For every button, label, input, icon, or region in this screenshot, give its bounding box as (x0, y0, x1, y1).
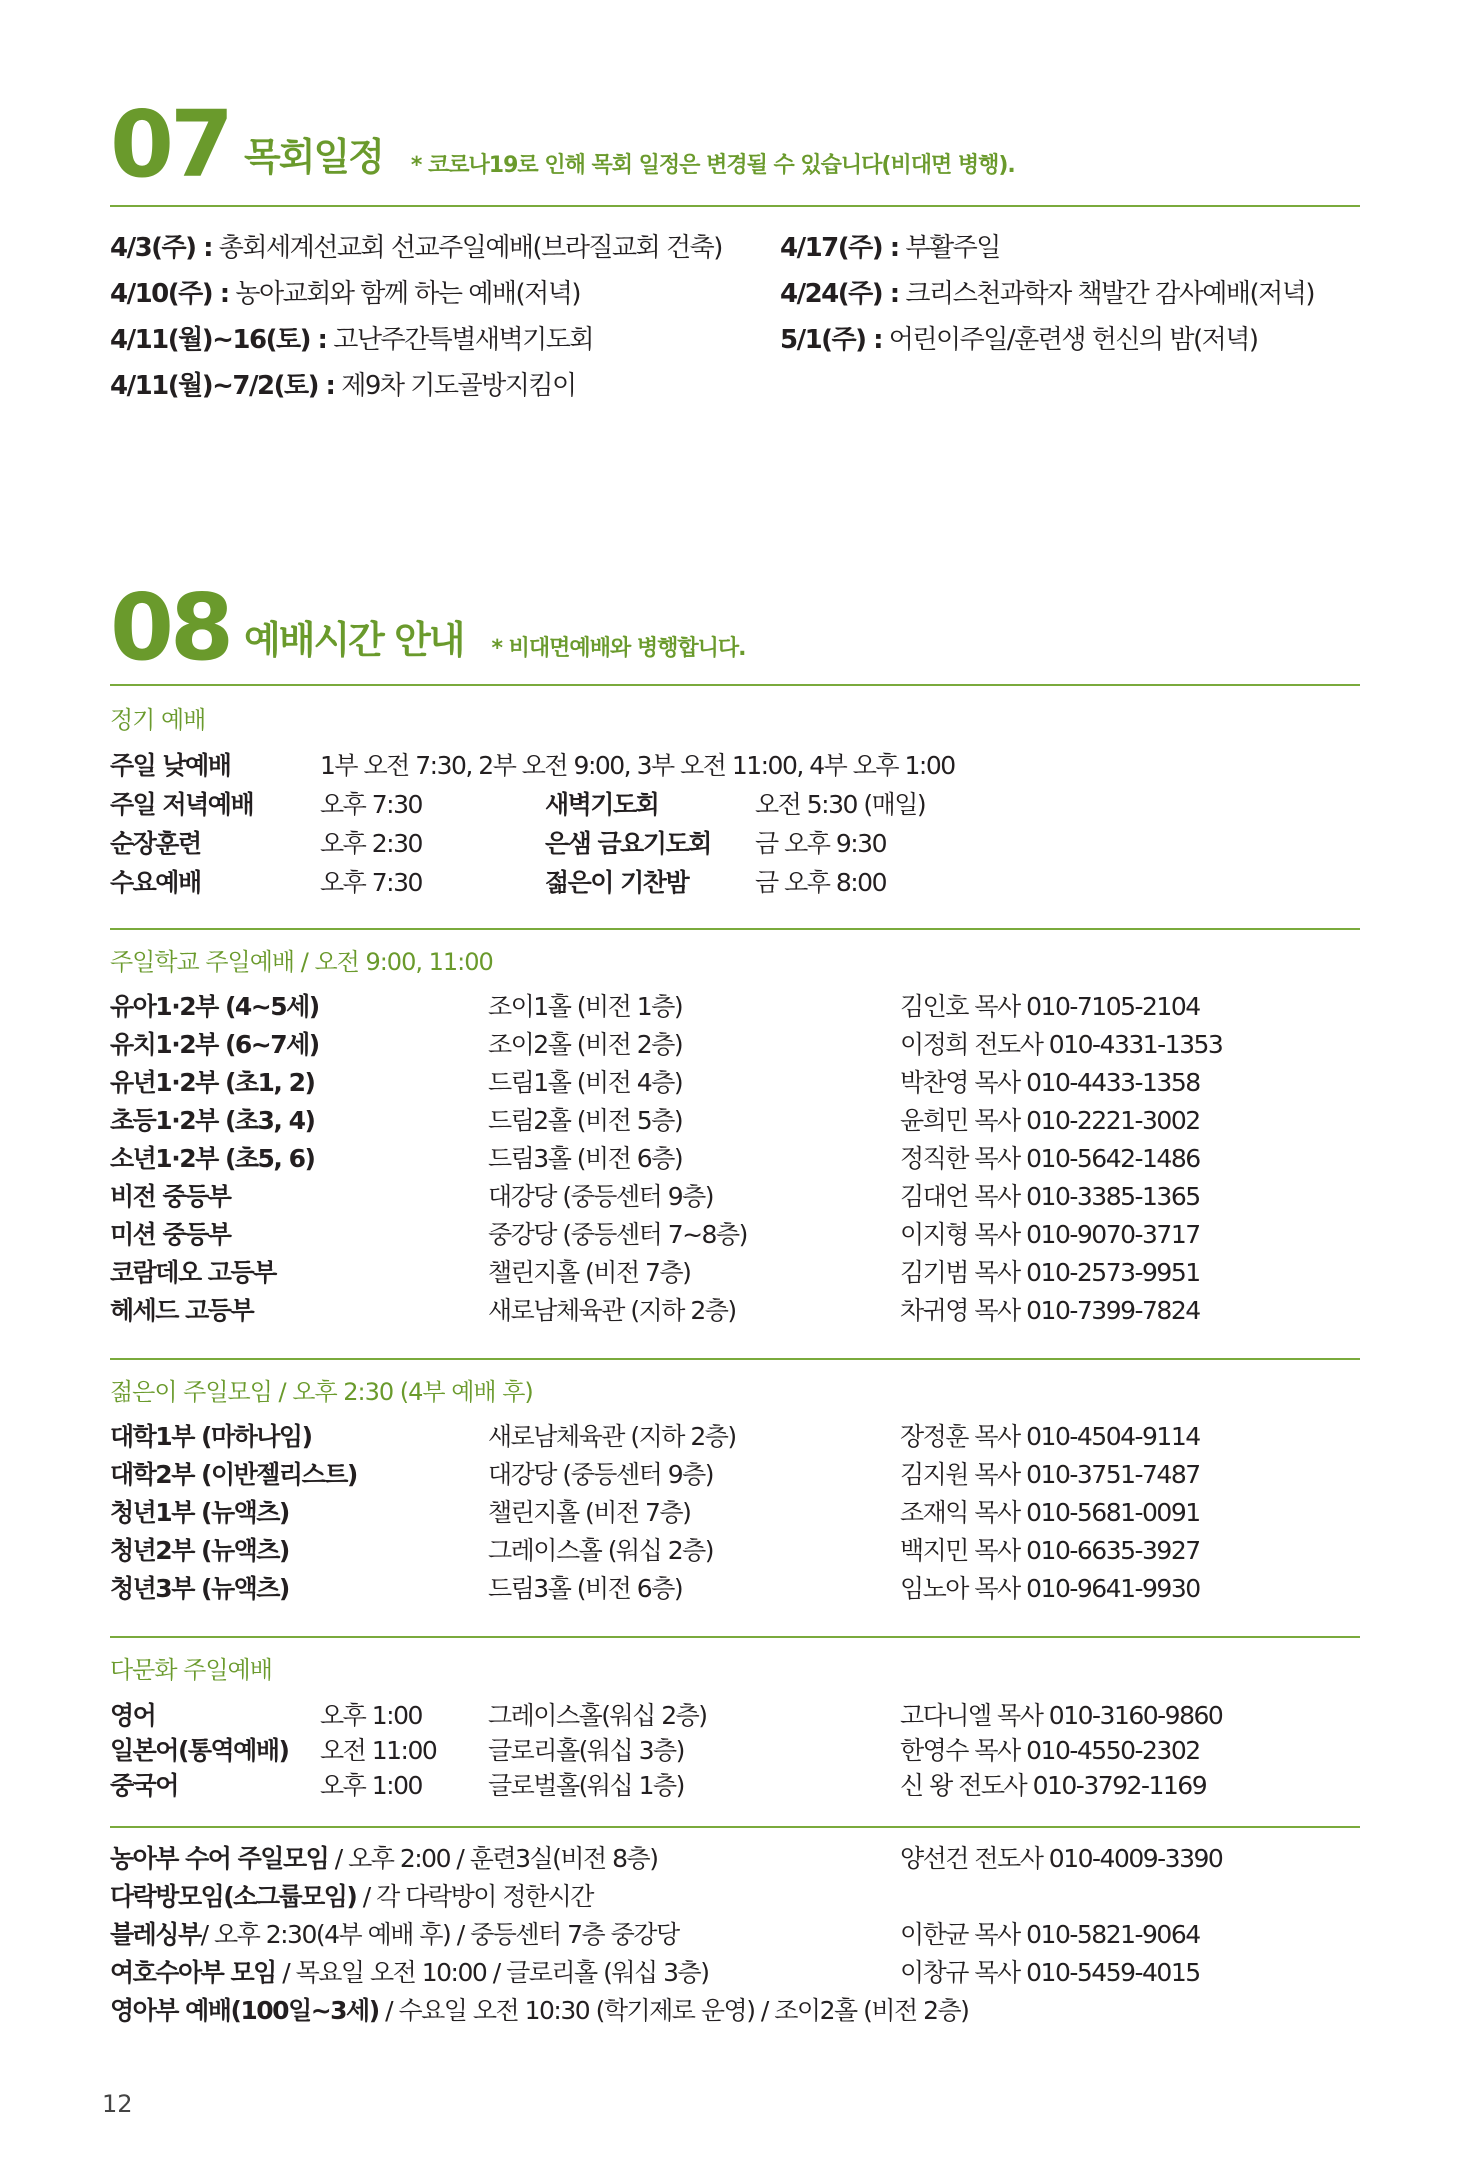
table-row: 중국어 오후 1:00 글로벌홀(워십 1층) 신 왕 전도사 010-3792-1169 (110, 1771, 1207, 1800)
table-row: 코람데오 고등부 챌린지홀 (비전 7층) 김기범 목사 010-2573-9951 (110, 1258, 1200, 1287)
list-item: 영아부 예배(100일~3세) / 수요일 오전 10:30 (학기제로 운영) / 조이2홀 (비전 2층) (110, 1996, 969, 2025)
table-row: 유아1·2부 (4~5세) 조이1홀 (비전 1층) 김인호 목사 010-7105-2104 (110, 992, 1200, 1021)
table-row: 헤세드 고등부 새로남체육관 (지하 2층) 차귀영 목사 010-7399-7824 (110, 1296, 1200, 1325)
table-row: 수요예배 오후 7:30 젊은이 기찬밤 금 오후 8:00 (110, 868, 886, 897)
table-row: 유년1·2부 (초1, 2) 드림1홀 (비전 4층) 박찬영 목사 010-4433-1358 (110, 1068, 1200, 1097)
sunday-school-heading: 주일학교 주일예배 / 오전 9:00, 11:00 (110, 948, 493, 976)
divider (110, 1826, 1360, 1828)
table-row: 일본어(통역예배) 오전 11:00 글로리홀(워십 3층) 한영수 목사 010-4550-2302 (110, 1736, 1200, 1765)
schedule-item: 4/11(월)~7/2(토) : 제9차 기도골방지킴이 (110, 371, 576, 401)
table-row: 미션 중등부 중강당 (중등센터 7~8층) 이지형 목사 010-9070-3717 (110, 1220, 1200, 1249)
table-row: 소년1·2부 (초5, 6) 드림3홀 (비전 6층) 정직한 목사 010-5642-1486 (110, 1144, 1200, 1173)
table-row: 청년2부 (뉴액츠) 그레이스홀 (워십 2층) 백지민 목사 010-6635-3927 (110, 1536, 1200, 1565)
divider (110, 1636, 1360, 1638)
divider (110, 684, 1360, 686)
table-row: 영어 오후 1:00 그레이스홀(워십 2층) 고다니엘 목사 010-3160-9860 (110, 1701, 1223, 1730)
youth-heading: 젊은이 주일모임 / 오후 2:30 (4부 예배 후) (110, 1378, 533, 1406)
table-row: 초등1·2부 (초3, 4) 드림2홀 (비전 5층) 윤희민 목사 010-2221-3002 (110, 1106, 1200, 1135)
schedule-item: 4/24(주) : 크리스천과학자 책발간 감사예배(저녁) (780, 279, 1315, 309)
table-row: 유치1·2부 (6~7세) 조이2홀 (비전 2층) 이정희 전도사 010-4331-1353 (110, 1030, 1223, 1059)
section-07-number: 07 (110, 91, 231, 198)
table-row: 비전 중등부 대강당 (중등센터 9층) 김대언 목사 010-3385-1365 (110, 1182, 1200, 1211)
schedule-item: 4/17(주) : 부활주일 (780, 233, 1000, 263)
table-row: 대학1부 (마하나임) 새로남체육관 (지하 2층) 장정훈 목사 010-4504-9114 (110, 1422, 1200, 1451)
divider (110, 205, 1360, 207)
multicultural-heading: 다문화 주일예배 (110, 1656, 272, 1684)
section-07-title: 목회일정 (244, 135, 383, 179)
list-item: 여호수아부 모임 / 목요일 오전 10:00 / 글로리홀 (워십 3층) 이창규 목사 010-5459-4015 (110, 1958, 1200, 1987)
list-item: 다락방모임(소그룹모임) / 각 다락방이 정한시간 (110, 1882, 593, 1911)
table-row: 대학2부 (이반젤리스트) 대강당 (중등센터 9층) 김지원 목사 010-3751-7487 (110, 1460, 1200, 1489)
section-07-note: * 코로나19로 인해 목회 일정은 변경될 수 있습니다(비대면 병행). (410, 153, 1015, 178)
table-row: 청년1부 (뉴액츠) 챌린지홀 (비전 7층) 조재익 목사 010-5681-0091 (110, 1498, 1200, 1527)
list-item: 블레싱부/ 오후 2:30(4부 예배 후) / 중등센터 7층 중강당 이한균 목사 010-5821-9064 (110, 1920, 1200, 1949)
regular-worship-heading: 정기 예배 (110, 706, 206, 734)
schedule-item: 4/11(월)~16(토) : 고난주간특별새벽기도회 (110, 325, 593, 355)
table-row: 청년3부 (뉴액츠) 드림3홀 (비전 6층) 임노아 목사 010-9641-9930 (110, 1574, 1200, 1603)
section-08-title: 예배시간 안내 (244, 618, 464, 662)
section-08-header (110, 574, 746, 681)
list-item: 농아부 수어 주일모임 / 오후 2:00 / 훈련3실(비전 8층) 양선건 전도사 010-4009-3390 (110, 1844, 1223, 1873)
table-row: 주일 저녁예배 오후 7:30 새벽기도회 오전 5:30 (매일) (110, 790, 926, 819)
schedule-item: 5/1(주) : 어린이주일/훈련생 헌신의 밤(저녁) (780, 325, 1258, 355)
page-number: 12 (102, 2090, 133, 2118)
section-08-note: * 비대면예배와 병행합니다. (491, 636, 746, 661)
table-row: 주일 낮예배 1부 오전 7:30, 2부 오전 9:00, 3부 오전 11:00, 4부 오후 1:00 (110, 751, 955, 780)
section-07-header (110, 91, 1015, 198)
section-08-number: 08 (110, 574, 231, 681)
table-row: 순장훈련 오후 2:30 은샘 금요기도회 금 오후 9:30 (110, 829, 886, 858)
divider (110, 928, 1360, 930)
schedule-item: 4/3(주) : 총회세계선교회 선교주일예배(브라질교회 건축) (110, 233, 722, 263)
divider (110, 1358, 1360, 1360)
schedule-item: 4/10(주) : 농아교회와 함께 하는 예배(저녁) (110, 279, 580, 309)
